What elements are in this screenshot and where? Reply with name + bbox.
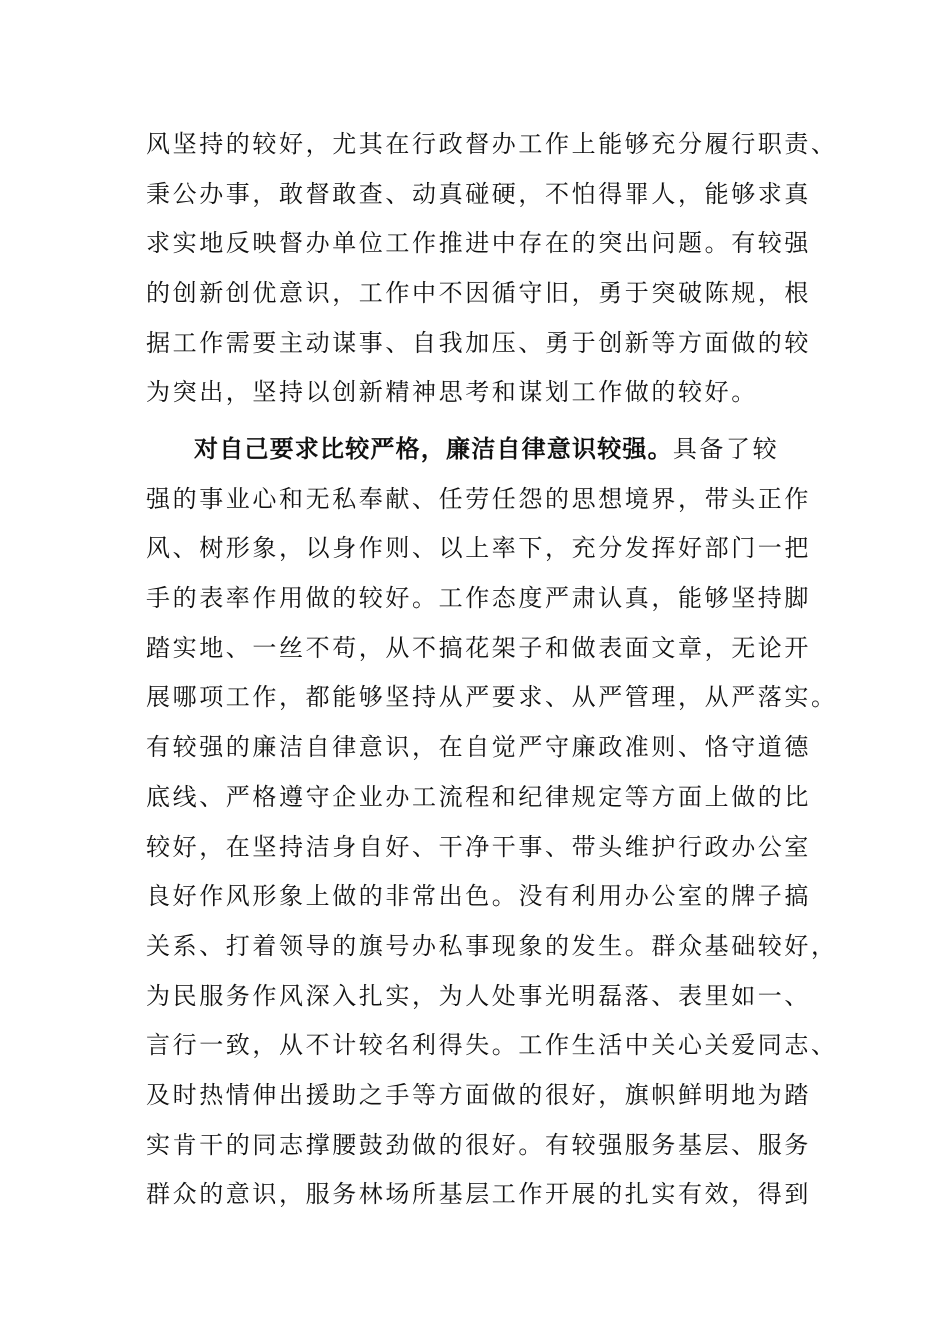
paragraph-heading: 对自己要求比较严格，廉洁自律意识较强。 xyxy=(194,435,673,463)
text-line: 据工作需要主动谋事、自我加压、勇于创新等方面做的较 xyxy=(146,328,811,357)
text-line: 风坚持的较好，尤其在行政督办工作上能够充分履行职责、 xyxy=(146,130,838,158)
text-line: 良好作风形象上做的非常出色。没有利用办公室的牌子搞 xyxy=(146,882,811,911)
text-line: 展哪项工作，都能够坚持从严要求、从严管理，从严落实。 xyxy=(146,683,838,712)
text-line: 秉公办事，敢督敢查、动真碰硬，不怕得罪人，能够求真 xyxy=(146,179,811,208)
text-line: 底线、严格遵守企业办工流程和纪律规定等方面上做的比 xyxy=(146,782,811,811)
paragraph-first-line xyxy=(146,425,806,475)
text-line: 群众的意识，服务林场所基层工作开展的扎实有效，得到 xyxy=(146,1180,811,1209)
text-line: 强的事业心和无私奉献、任劳任怨的思想境界，带头正作 xyxy=(146,484,811,513)
text-line: 手的表率作用做的较好。工作态度严肃认真，能够坚持脚 xyxy=(146,584,811,613)
text-line: 风、树形象，以身作则、以上率下，充分发挥好部门一把 xyxy=(146,534,811,563)
text-line: 实肯干的同志撑腰鼓劲做的很好。有较强服务基层、服务 xyxy=(146,1130,811,1159)
paragraph-2 xyxy=(146,425,838,1220)
text-line: 言行一致，从不计较名利得失。工作生活中关心关爱同志、 xyxy=(146,1031,838,1060)
text-line: 较好，在坚持洁身自好、干净干事、带头维护行政办公室 xyxy=(146,832,811,861)
text-line: 踏实地、一丝不苟，从不搞花架子和做表面文章，无论开 xyxy=(146,633,811,662)
text-line: 关系、打着领导的旗号办私事现象的发生。群众基础较好， xyxy=(146,931,838,960)
text-fragment: 具备了较 xyxy=(672,435,780,463)
paragraph-1 xyxy=(146,120,838,418)
text-line: 求实地反映督办单位工作推进中存在的突出问题。有较强 xyxy=(146,229,811,258)
text-line: 为民服务作风深入扎实，为人处事光明磊落、表里如一、 xyxy=(146,981,811,1010)
text-line: 的创新创优意识，工作中不因循守旧，勇于突破陈规，根 xyxy=(146,279,811,308)
text-line: 及时热情伸出援助之手等方面做的很好，旗帜鲜明地为踏 xyxy=(146,1080,811,1109)
text-line: 有较强的廉洁自律意识，在自觉严守廉政准则、恪守道德 xyxy=(146,733,811,762)
text-line: 为突出，坚持以创新精神思考和谋划工作做的较好。 xyxy=(146,378,758,407)
